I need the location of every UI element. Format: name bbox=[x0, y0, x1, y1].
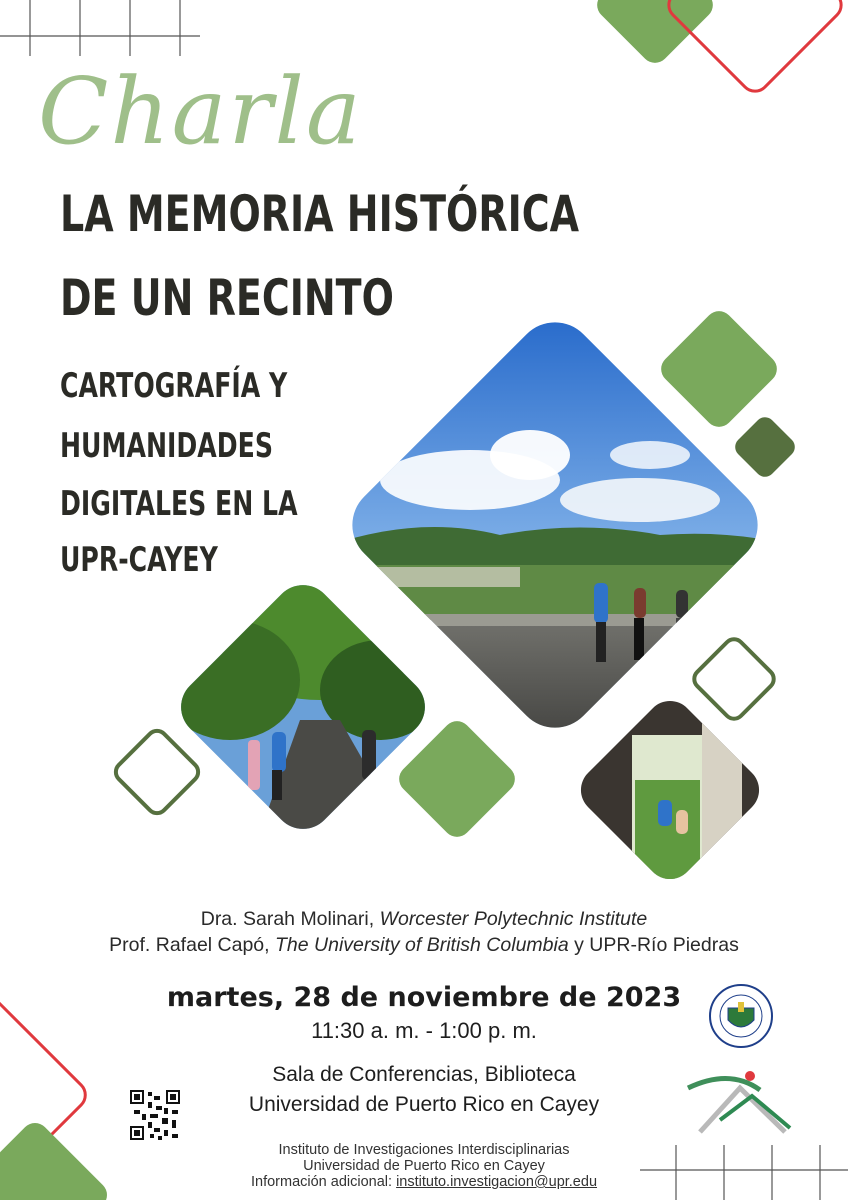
speaker-2-affiliation: The University of British Columbia bbox=[275, 934, 569, 956]
outline-diamond-right bbox=[690, 635, 778, 723]
event-time: 11:30 a. m. - 1:00 p. m. bbox=[311, 1018, 537, 1043]
green-diamond-center bbox=[393, 715, 520, 842]
grid-lines-top-left bbox=[0, 0, 200, 56]
photo-doorway bbox=[560, 680, 790, 910]
venue-line-1: Sala de Conferencias, Biblioteca bbox=[272, 1063, 576, 1086]
contact-email-link[interactable]: instituto.investigacion@upr.edu bbox=[396, 1174, 598, 1190]
footer bbox=[0, 1142, 848, 1190]
dark-green-diamond-small bbox=[731, 413, 799, 481]
subtitle-line-1: CARTOGRAFÍA Y bbox=[60, 366, 288, 406]
subtitle-line-3: DIGITALES EN LA bbox=[60, 484, 298, 524]
event-venue bbox=[0, 1060, 848, 1120]
title-line-2: DE UN RECINTO bbox=[60, 269, 394, 327]
speaker-1-name: Dra. Sarah Molinari, bbox=[200, 908, 375, 930]
photo-road-trees bbox=[160, 560, 460, 860]
subtitle-line-4: UPR-CAYEY bbox=[60, 540, 218, 580]
title-line-1: LA MEMORIA HISTÓRICA bbox=[60, 185, 580, 243]
footer-institute: Instituto de Investigaciones Interdisciplinarias bbox=[278, 1142, 570, 1158]
venue-line-2: Universidad de Puerto Rico en Cayey bbox=[248, 1093, 600, 1116]
speaker-1 bbox=[0, 906, 848, 932]
green-diamond-large bbox=[655, 305, 782, 432]
outline-diamond-left bbox=[112, 727, 203, 818]
event-date: martes, 28 de noviembre de 2023 bbox=[166, 982, 682, 1013]
footer-contact bbox=[0, 1174, 848, 1190]
subtitle-line-2: HUMANIDADES bbox=[60, 426, 273, 466]
speaker-2 bbox=[0, 932, 848, 958]
footer-university: Universidad de Puerto Rico en Cayey bbox=[303, 1158, 545, 1174]
green-diamond-top bbox=[591, 0, 718, 69]
speaker-2-extra: y UPR-Río Piedras bbox=[574, 934, 739, 956]
footer-info-label: Información adicional: bbox=[250, 1174, 393, 1190]
kicker-charla: Charla bbox=[38, 58, 363, 165]
speaker-2-name: Prof. Rafael Capó, bbox=[109, 934, 270, 956]
speaker-1-affiliation: Worcester Polytechnic Institute bbox=[379, 908, 648, 930]
